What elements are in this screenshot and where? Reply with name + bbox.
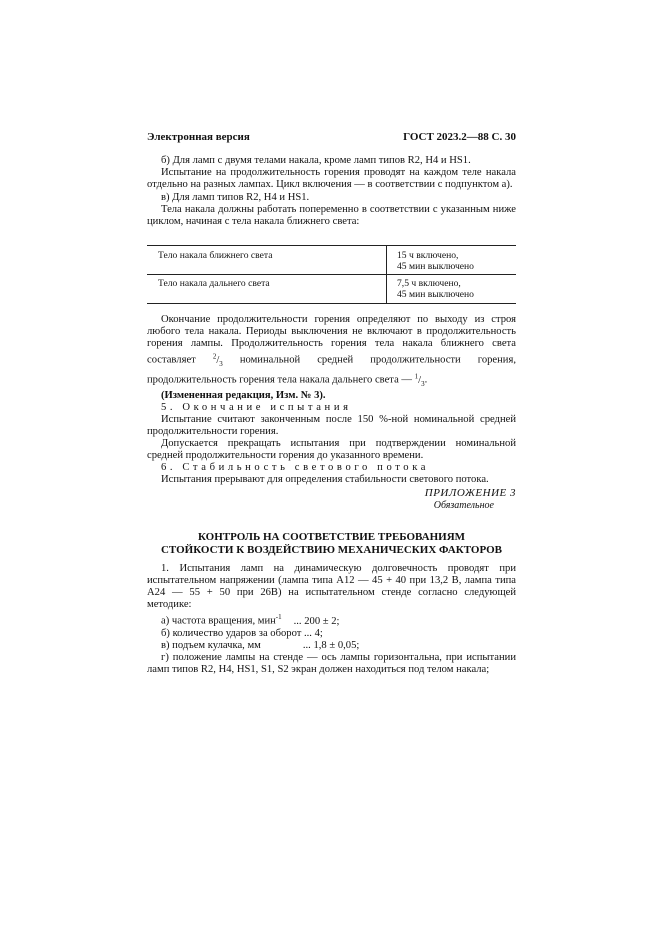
paragraph-end-of-life xyxy=(147,314,516,390)
cycle-cell xyxy=(387,246,517,275)
cycle-on: 7,5 ч включено, xyxy=(397,278,461,289)
list-item-b: б) количество ударов за оборот ... 4; xyxy=(161,628,323,639)
paragraph-5b: Допускается прекращать испытания при подтверждении номинальной средней продолжительности горения до указанного времени. xyxy=(147,438,516,462)
list-item-g: г) положение лампы на стенде — ось лампы горизонтальна, при испытании ламп типов R2, H4, HS1, S1, S2 экран должен находиться под телом накала; xyxy=(147,652,516,676)
fraction-numerator: 1 xyxy=(414,372,419,381)
appendix-title xyxy=(147,531,516,556)
header-right: ГОСТ 2023.2—88 С. 30 xyxy=(403,131,516,143)
cycle-table xyxy=(147,245,516,304)
cycle-cell xyxy=(387,275,517,304)
paragraph-v: Тела накала должны работать попеременно в соответствии с указанным ниже циклом, начиная с тела накала ближнего света: xyxy=(147,203,516,228)
appendix-number: ПРИЛОЖЕНИЕ 3 xyxy=(424,487,516,499)
item-label: в) подъем кулачка, мм xyxy=(161,640,261,652)
text-fragment: номинальной средней продолжительности горения, продолжительность горения тела накала дальнего света — xyxy=(147,354,516,386)
title-line-1: КОНТРОЛЬ НА СООТВЕТСТВИЕ ТРЕБОВАНИЯМ xyxy=(197,531,466,543)
item-label: а) частота вращения, мин xyxy=(161,615,276,627)
running-header xyxy=(147,131,516,147)
unit-superscript: -1 xyxy=(275,613,282,622)
text-fragment: . xyxy=(424,374,428,386)
appendix-label xyxy=(425,487,516,512)
table-row xyxy=(147,246,516,275)
list-item-v xyxy=(147,640,516,652)
heading-5: 5. Окончание испытания xyxy=(161,401,352,413)
cycle-on: 15 ч включено, xyxy=(397,250,459,261)
section-2 xyxy=(147,314,516,487)
cycle-off: 45 мин выключено xyxy=(397,261,474,272)
paragraph-6: Испытания прерывают для определения стабильности светового потока. xyxy=(161,474,489,486)
item-v: в) Для ламп типов R2, H4 и HS1. xyxy=(161,191,310,203)
header-left: Электронная версия xyxy=(147,131,250,143)
item-value: ... 1,8 ± 0,05; xyxy=(302,640,360,652)
filament-cell: Тело накала дальнего света xyxy=(147,275,387,304)
fraction-two-thirds: $^2/_3$ xyxy=(212,352,223,368)
cycle-off: 45 мин выключено xyxy=(397,289,474,300)
revision-note: (Измененная редакция, Изм. № 3). xyxy=(161,389,326,401)
title-line-2: СТОЙКОСТИ К ВОЗДЕЙСТВИЮ МЕХАНИЧЕСКИХ ФАКТОРОВ xyxy=(160,543,503,556)
fraction-denominator: 3 xyxy=(421,379,425,388)
paragraph-5a: Испытание считают законченным после 150 %-ной номинальной средней продолжительности горения. xyxy=(147,413,516,438)
section-3 xyxy=(147,563,516,676)
heading-6: 6. Стабильность светового потока xyxy=(161,462,430,474)
table-row xyxy=(147,275,516,304)
paragraph-b: Испытание на продолжительность горения проводят на каждом теле накала отдельно на разных лампах. Цикл включения — в соответствии с подпунктом а). xyxy=(147,167,516,191)
item-value: ... 200 ± 2; xyxy=(293,615,340,627)
fraction-denominator: 3 xyxy=(219,359,223,368)
item-b: б) Для ламп с двумя телами накала, кроме ламп типов R2, H4 и HS1. xyxy=(161,155,471,166)
filament-cell: Тело накала ближнего света xyxy=(147,246,387,275)
list-item-a xyxy=(147,611,516,628)
text-fragment: Окончание продолжительности горения определяют по выходу из строя любого тела накала. Периоды выключения не включают в продолжительность горения лампы. Продолжительность горения тела накала ближнего света составляет xyxy=(147,314,516,366)
appendix-status: Обязательное xyxy=(433,500,494,511)
fraction-numerator: 2 xyxy=(212,352,217,361)
fraction-one-third: $^1/_3$ xyxy=(414,372,425,388)
section-1 xyxy=(147,155,516,228)
paragraph-1: 1. Испытания ламп на динамическую долговечность проводят при испытательном напряжении (лампа типа А12 — 45 + 40 при 13,2 В, лампа типа А24 — 55 + 50 при 26В) на испытательном стенде согласно следующей методике: xyxy=(147,563,516,611)
